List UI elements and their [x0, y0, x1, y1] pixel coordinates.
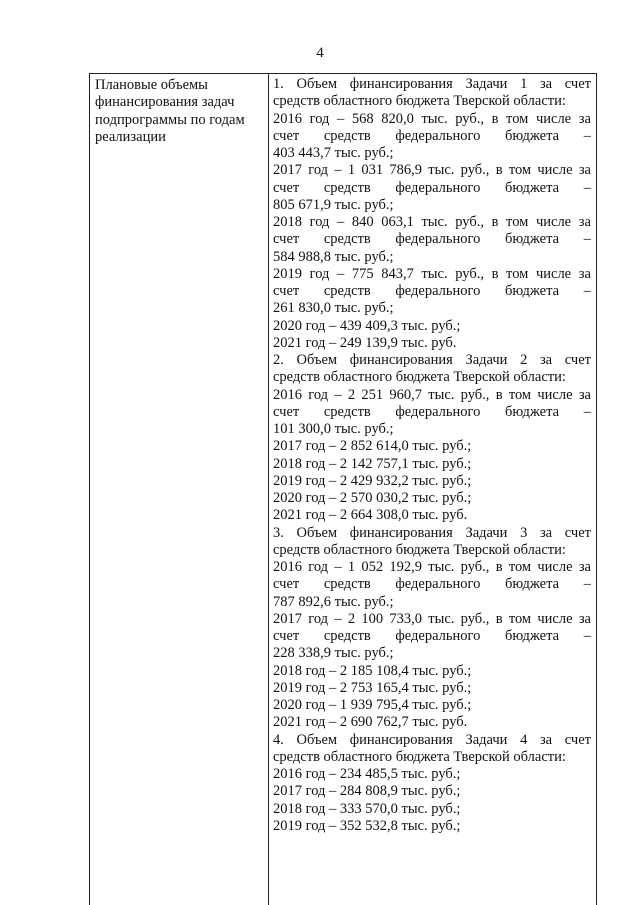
funding-line: средств областного бюджета Тверской области:	[273, 541, 566, 558]
funding-line: 2018 год – 2 185 108,4 тыс. руб.;	[273, 662, 472, 679]
funding-line: 2021 год – 2 690 762,7 тыс. руб.	[273, 714, 468, 731]
funding-line: 2019 год – 2 753 165,4 тыс. руб.;	[273, 679, 472, 696]
funding-line: 2020 год – 2 570 030,2 тыс. руб.;	[273, 490, 472, 506]
table-right-cell	[269, 74, 596, 905]
funding-line: 2017 год – 1 031 786,9 тыс. руб., в том числе за	[273, 162, 591, 179]
left-cell-line: Плановые объемы	[95, 77, 208, 93]
funding-line: 2018 год – 840 063,1 тыс. руб., в том числе за	[273, 214, 591, 230]
funding-line: 2019 год – 352 532,8 тыс. руб.;	[273, 817, 461, 834]
funding-line: 2021 год – 2 664 308,0 тыс. руб.	[273, 507, 468, 524]
funding-line: 2017 год – 2 852 614,0 тыс. руб.;	[273, 438, 472, 455]
left-cell-line: реализации	[95, 128, 166, 145]
funding-line: 584 988,8 тыс. руб.;	[273, 248, 394, 265]
left-cell-line: подпрограммы по годам	[95, 111, 245, 128]
funding-line: 2020 год – 439 409,3 тыс. руб.;	[273, 317, 461, 334]
funding-line: 2020 год – 1 939 795,4 тыс. руб.;	[273, 697, 472, 713]
funding-line: 2016 год – 234 485,5 тыс. руб.;	[273, 766, 461, 782]
funding-line: 2017 год – 2 100 733,0 тыс. руб., в том числе за	[273, 610, 591, 627]
funding-line: счет средств федерального бюджета –	[273, 231, 591, 248]
funding-line: 805 671,9 тыс. руб.;	[273, 196, 394, 213]
funding-line: 3. Объем финансирования Задачи 3 за счет	[273, 524, 591, 541]
funding-line: счет средств федерального бюджета –	[273, 179, 591, 196]
funding-line: счет средств федерального бюджета –	[273, 283, 591, 299]
funding-line: средств областного бюджета Тверской области:	[273, 93, 566, 110]
funding-line: 2021 год – 249 139,9 тыс. руб.	[273, 334, 457, 351]
funding-line: счет средств федерального бюджета –	[273, 127, 591, 144]
funding-line: 2017 год – 284 808,9 тыс. руб.;	[273, 783, 461, 800]
page-number: 4	[316, 45, 324, 61]
funding-line: 2018 год – 2 142 757,1 тыс. руб.;	[273, 455, 472, 472]
left-cell-line: финансирования задач	[95, 94, 235, 111]
funding-line: средств областного бюджета Тверской области:	[273, 369, 566, 386]
funding-line: счет средств федерального бюджета –	[273, 403, 591, 420]
funding-line: 2019 год – 775 843,7 тыс. руб., в том числе за	[273, 265, 591, 282]
funding-line: 403 443,7 тыс. руб.;	[273, 145, 394, 161]
funding-line: 2016 год – 568 820,0 тыс. руб., в том числе за	[273, 110, 591, 127]
funding-line: средств областного бюджета Тверской области:	[273, 748, 566, 765]
funding-line: 2016 год – 2 251 960,7 тыс. руб., в том числе за	[273, 386, 591, 403]
funding-line: 2019 год – 2 429 932,2 тыс. руб.;	[273, 472, 472, 489]
funding-line: счет средств федерального бюджета –	[273, 628, 591, 644]
funding-table	[89, 73, 597, 905]
table-left-cell	[90, 74, 269, 905]
funding-line: 2018 год – 333 570,0 тыс. руб.;	[273, 800, 461, 817]
funding-line: 261 830,0 тыс. руб.;	[273, 300, 394, 317]
funding-line: счет средств федерального бюджета –	[273, 576, 591, 593]
funding-line: 101 300,0 тыс. руб.;	[273, 421, 394, 437]
funding-line: 1. Объем финансирования Задачи 1 за счет	[273, 76, 591, 92]
funding-line: 2016 год – 1 052 192,9 тыс. руб., в том числе за	[273, 559, 591, 575]
funding-line: 2. Объем финансирования Задачи 2 за счет	[273, 352, 591, 368]
funding-line: 228 338,9 тыс. руб.;	[273, 645, 394, 662]
funding-line: 4. Объем финансирования Задачи 4 за счет	[273, 731, 591, 748]
funding-line: 787 892,6 тыс. руб.;	[273, 593, 394, 610]
